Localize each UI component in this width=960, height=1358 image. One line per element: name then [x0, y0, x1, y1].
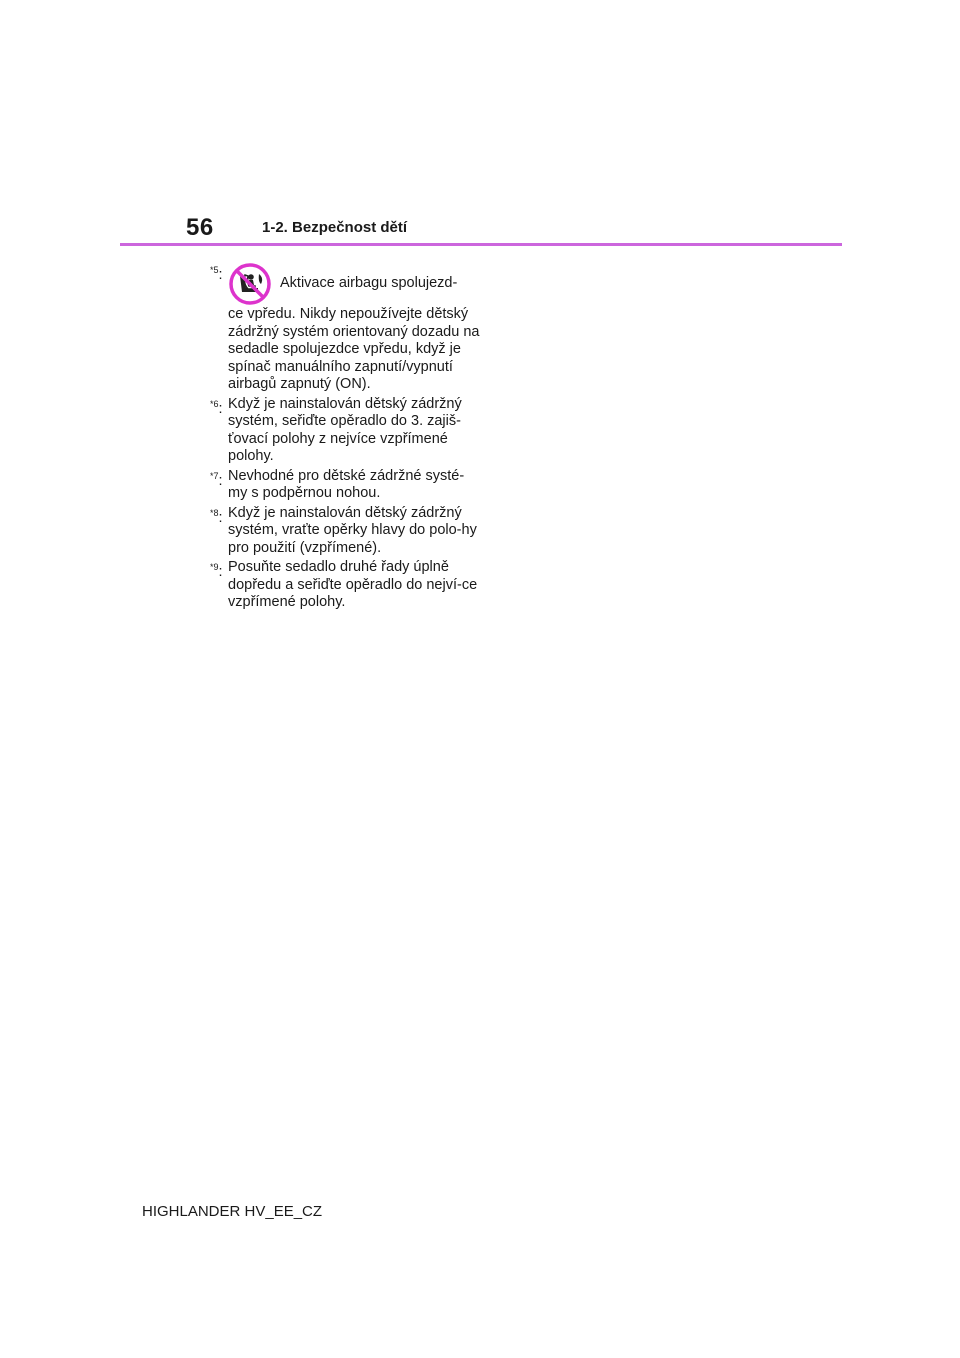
- footnote-text: Když je nainstalován dětský zádržný systém, vraťte opěrky hlavy do polo-hy pro použití (vzpřímené).: [228, 504, 477, 556]
- footnote-first-line-text: Aktivace airbagu spolujezd-: [280, 275, 458, 292]
- header-divider: [120, 243, 842, 246]
- footnote-8: [210, 505, 480, 558]
- footnote-list: [210, 262, 480, 614]
- footnote-5: [210, 262, 480, 394]
- footnote-marker: $^{*5}$:: [210, 265, 223, 283]
- footnote-marker: $^{*8}$:: [210, 507, 223, 526]
- footnote-6: [210, 396, 480, 466]
- footnote-marker: $^{*6}$:: [210, 398, 223, 417]
- footnote-first-line: [228, 262, 480, 306]
- footnote-text: Posuňte sedadlo druhé řady úplně dopředu a seřiďte opěradlo do nejví-ce vzpřímené polohy.: [228, 559, 478, 610]
- footnote-text: Nevhodné pro dětské zádržné systé-my s podpěrnou nohou.: [228, 467, 465, 501]
- passenger-airbag-on-child-seat-prohibited-icon: [228, 262, 272, 306]
- footnote-marker: $^{*9}$:: [210, 562, 223, 580]
- section-title: 1-2. Bezpečnost dětí: [262, 219, 408, 236]
- footnote-7: [210, 468, 480, 503]
- footnote-9: [210, 559, 480, 612]
- footnote-text: ce vpředu. Nikdy nepoužívejte dětský zádržný systém orientovaný dozadu na sedadle spolujezdce vpředu, když je spínač manuálního zapnutí/vypnutí airbagů zapnutý (ON).: [228, 306, 480, 392]
- footnote-marker: $^{*7}$:: [210, 470, 223, 489]
- model-code: HIGHLANDER HV_EE_CZ: [142, 1203, 323, 1220]
- footnote-text: Když je nainstalován dětský zádržný systém, seřiďte opěradlo do 3. zajiš-ťovací polohy z nejvíce vzpřímené polohy.: [228, 395, 462, 464]
- page-number: 56: [186, 214, 214, 241]
